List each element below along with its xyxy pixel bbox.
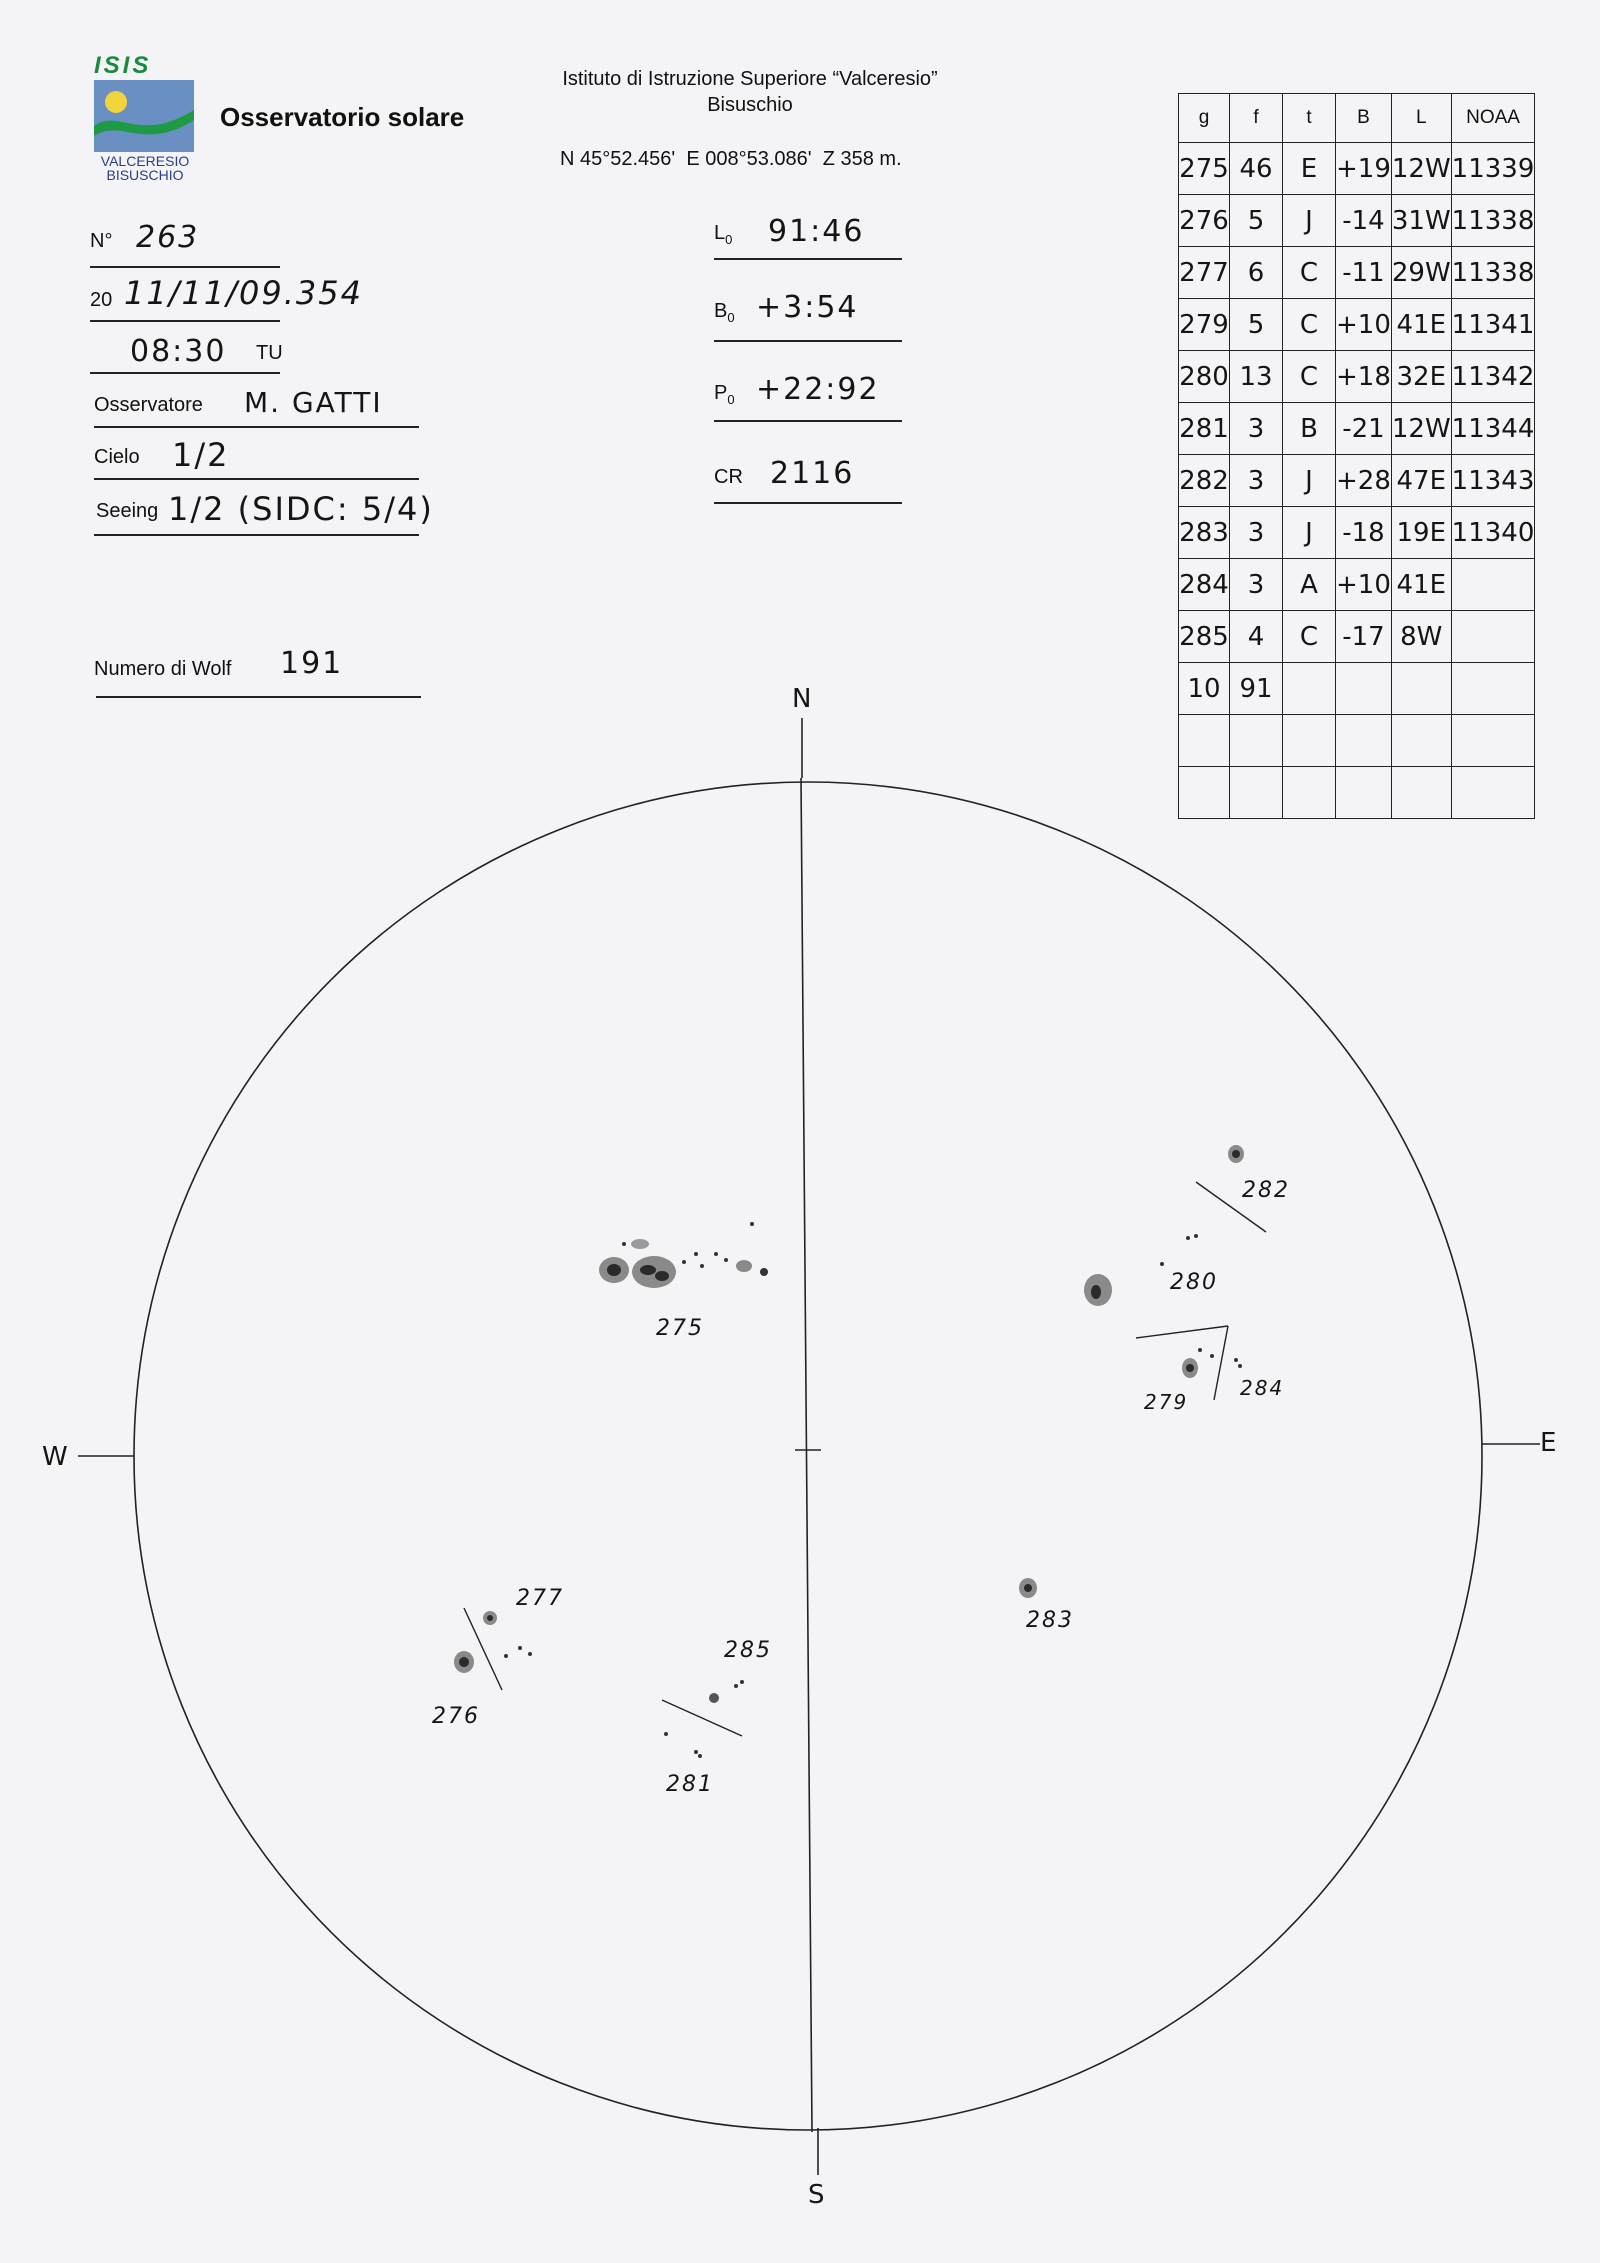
table-cell-g: 283 bbox=[1179, 507, 1230, 559]
sunspot bbox=[694, 1750, 698, 1754]
group-label-275: 275 bbox=[656, 1316, 704, 1341]
table-cell-L: 32E bbox=[1391, 351, 1451, 403]
table-cell-NOAA: 11339 bbox=[1451, 143, 1535, 195]
table-cell-f: 91 bbox=[1230, 663, 1283, 715]
table-cell-g: 279 bbox=[1179, 299, 1230, 351]
header-NOAA: NOAA bbox=[1451, 94, 1535, 143]
table-cell-f: 5 bbox=[1230, 299, 1283, 351]
B0-value: +3:54 bbox=[756, 290, 859, 325]
table-cell-L: 8W bbox=[1391, 611, 1451, 663]
table-cell-g: 285 bbox=[1179, 611, 1230, 663]
table-cell-L: 19E bbox=[1391, 507, 1451, 559]
group-label-279: 279 bbox=[1144, 1390, 1189, 1414]
header-f: f bbox=[1230, 94, 1283, 143]
observer-value: M. GATTI bbox=[244, 386, 383, 419]
sunspot bbox=[709, 1693, 719, 1703]
sunspot-group-281 bbox=[664, 1732, 702, 1758]
sunspot-umbra bbox=[1091, 1285, 1101, 1299]
sunspot bbox=[760, 1268, 768, 1276]
sunspot bbox=[1194, 1234, 1198, 1238]
header-g: g bbox=[1179, 94, 1230, 143]
wolf-label: Numero di Wolf bbox=[94, 658, 232, 680]
sunspot-group-275 bbox=[599, 1222, 768, 1288]
sunspot bbox=[750, 1222, 754, 1226]
table-cell-g: 282 bbox=[1179, 455, 1230, 507]
sunspot bbox=[694, 1252, 698, 1256]
table-cell-L: 12W bbox=[1391, 143, 1451, 195]
table-cell-g: 275 bbox=[1179, 143, 1230, 195]
sunspot-umbra bbox=[655, 1271, 669, 1281]
compass-south: S bbox=[808, 2180, 827, 2210]
sunspot-umbra bbox=[1232, 1150, 1240, 1158]
group-label-282: 282 bbox=[1242, 1178, 1290, 1203]
sunspot bbox=[1198, 1348, 1202, 1352]
seeing-label: Seeing bbox=[96, 500, 159, 522]
table-cell-f: 46 bbox=[1230, 143, 1283, 195]
sunspot-umbra bbox=[459, 1657, 469, 1667]
header-t: t bbox=[1283, 94, 1336, 143]
sunspot-group-283 bbox=[1019, 1578, 1037, 1598]
compass-west: W bbox=[42, 1442, 70, 1472]
table-cell-B: +18 bbox=[1336, 351, 1392, 403]
table-cell-B: +28 bbox=[1336, 455, 1392, 507]
sky-value: 1/2 bbox=[172, 436, 230, 474]
sunspot-marks bbox=[454, 1145, 1266, 1758]
table-cell-t: J bbox=[1283, 507, 1336, 559]
B0-label: $B_0$ bbox=[714, 300, 735, 325]
table-cell-t: B bbox=[1283, 403, 1336, 455]
sunspot bbox=[1186, 1236, 1190, 1240]
compass-east: E bbox=[1540, 1428, 1559, 1458]
table-cell-B: +19 bbox=[1336, 143, 1392, 195]
table-cell-B: -14 bbox=[1336, 195, 1392, 247]
table-cell-f: 13 bbox=[1230, 351, 1283, 403]
table-cell-L: 41E bbox=[1391, 559, 1451, 611]
sunspot bbox=[504, 1654, 508, 1658]
sunspot bbox=[1210, 1354, 1214, 1358]
L0-label: $L_0$ bbox=[714, 222, 733, 247]
sunspot-group-276 bbox=[454, 1651, 474, 1673]
solar-disk-outline bbox=[134, 782, 1482, 2130]
sunspot-umbra bbox=[487, 1615, 493, 1621]
header-L: L bbox=[1391, 94, 1451, 143]
table-cell-f: 3 bbox=[1230, 559, 1283, 611]
sunspot bbox=[631, 1239, 649, 1249]
sunspot-umbra bbox=[607, 1264, 621, 1276]
table-cell-NOAA: 11338 bbox=[1451, 195, 1535, 247]
sunspot-group-284 bbox=[1210, 1354, 1242, 1368]
table-cell-g: 10 bbox=[1179, 663, 1230, 715]
table-cell-L: 47E bbox=[1391, 455, 1451, 507]
table-cell-B: -11 bbox=[1336, 247, 1392, 299]
logo-caption-line2: BISUSCHIO bbox=[106, 167, 184, 183]
group-label-281: 281 bbox=[666, 1772, 714, 1797]
table-cell-t: J bbox=[1283, 195, 1336, 247]
header-B: B bbox=[1336, 94, 1392, 143]
sunspot bbox=[1238, 1364, 1242, 1368]
group-separator bbox=[1136, 1326, 1228, 1338]
sunspot-group-279 bbox=[1136, 1326, 1228, 1400]
table-cell-t: A bbox=[1283, 559, 1336, 611]
group-separator bbox=[1214, 1326, 1228, 1400]
table-cell-g: 284 bbox=[1179, 559, 1230, 611]
P0-label: $P_0$ bbox=[714, 382, 735, 407]
date-prefix: 20 bbox=[90, 289, 113, 311]
group-label-283: 283 bbox=[1026, 1608, 1074, 1633]
table-cell-g: 277 bbox=[1179, 247, 1230, 299]
observer-label: Osservatore bbox=[94, 394, 203, 416]
table-cell-f: 3 bbox=[1230, 507, 1283, 559]
table-cell-g: 280 bbox=[1179, 351, 1230, 403]
north-south-axis bbox=[801, 778, 812, 2132]
sunspot bbox=[528, 1652, 532, 1656]
time-value: 08:30 bbox=[130, 334, 227, 369]
sunspot bbox=[724, 1258, 728, 1262]
table-cell-t: E bbox=[1283, 143, 1336, 195]
date-value: 11/11/09.354 bbox=[124, 274, 363, 312]
sunspot-umbra bbox=[640, 1265, 656, 1275]
table-cell-t: C bbox=[1283, 351, 1336, 403]
sunspot bbox=[664, 1732, 668, 1736]
group-label-285: 285 bbox=[724, 1638, 772, 1663]
sunspot-group-277 bbox=[464, 1608, 532, 1690]
group-label-284: 284 bbox=[1240, 1376, 1285, 1400]
institute-town: Bisuschio bbox=[707, 94, 793, 116]
L0-value: 91:46 bbox=[768, 214, 865, 249]
logo-caption-line1: VALCERESIO bbox=[100, 153, 190, 169]
time-unit: TU bbox=[256, 342, 283, 364]
table-cell-NOAA: 11344 bbox=[1451, 403, 1535, 455]
sunspot bbox=[518, 1646, 522, 1650]
group-label-276: 276 bbox=[432, 1704, 480, 1729]
table-cell-g: 276 bbox=[1179, 195, 1230, 247]
sunspot bbox=[740, 1680, 744, 1684]
table-cell-g: 281 bbox=[1179, 403, 1230, 455]
logo-wordmark: ISIS bbox=[94, 52, 152, 79]
table-cell-B: +10 bbox=[1336, 559, 1392, 611]
number-label: N° bbox=[90, 230, 113, 252]
table-cell-B: -21 bbox=[1336, 403, 1392, 455]
sunspot bbox=[734, 1684, 738, 1688]
compass-axes bbox=[78, 718, 1540, 2175]
table-cell-NOAA: 11341 bbox=[1451, 299, 1535, 351]
number-value: 263 bbox=[136, 220, 200, 255]
group-label-280: 280 bbox=[1170, 1270, 1218, 1295]
sunspot bbox=[1234, 1358, 1238, 1362]
sunspot bbox=[682, 1260, 686, 1264]
table-cell-L: 12W bbox=[1391, 403, 1451, 455]
table-cell-NOAA: 11343 bbox=[1451, 455, 1535, 507]
seeing-value: 1/2 (SIDC: 5/4) bbox=[168, 490, 434, 528]
sunspot bbox=[698, 1754, 702, 1758]
table-cell-L: 29W bbox=[1391, 247, 1451, 299]
CR-value: 2116 bbox=[770, 456, 855, 491]
table-cell-f: 5 bbox=[1230, 195, 1283, 247]
table-cell-NOAA: 11342 bbox=[1451, 351, 1535, 403]
table-cell-f: 6 bbox=[1230, 247, 1283, 299]
sunspot bbox=[1160, 1262, 1164, 1266]
table-cell-t: J bbox=[1283, 455, 1336, 507]
compass-north: N bbox=[792, 684, 814, 714]
sunspot-umbra bbox=[1186, 1364, 1194, 1372]
sunspot bbox=[714, 1252, 718, 1256]
table-cell-NOAA: 11340 bbox=[1451, 507, 1535, 559]
table-cell-NOAA: 11338 bbox=[1451, 247, 1535, 299]
sunspot bbox=[700, 1264, 704, 1268]
table-cell-L: 41E bbox=[1391, 299, 1451, 351]
table-cell-B: -17 bbox=[1336, 611, 1392, 663]
table-cell-t: C bbox=[1283, 611, 1336, 663]
P0-value: +22:92 bbox=[756, 372, 880, 407]
institute-name: Istituto di Istruzione Superiore “Valceresio” bbox=[562, 68, 938, 90]
sunspot-umbra bbox=[1024, 1584, 1032, 1592]
group-separator bbox=[662, 1700, 742, 1736]
table-cell-f: 4 bbox=[1230, 611, 1283, 663]
table-cell-t: C bbox=[1283, 247, 1336, 299]
table-cell-f: 3 bbox=[1230, 403, 1283, 455]
sunspot bbox=[622, 1242, 626, 1246]
table-cell-L: 31W bbox=[1391, 195, 1451, 247]
site-coordinates: N 45°52.456' E 008°53.086' Z 358 m. bbox=[560, 148, 902, 170]
table-cell-B: +10 bbox=[1336, 299, 1392, 351]
group-label-277: 277 bbox=[516, 1586, 564, 1611]
observatory-title: Osservatorio solare bbox=[220, 102, 465, 132]
table-cell-B: -18 bbox=[1336, 507, 1392, 559]
CR-label: CR bbox=[714, 466, 743, 488]
sunspot-group-285 bbox=[662, 1680, 744, 1736]
wolf-value: 191 bbox=[280, 646, 344, 681]
sunspot bbox=[736, 1260, 752, 1272]
table-cell-f: 3 bbox=[1230, 455, 1283, 507]
sky-label: Cielo bbox=[94, 446, 140, 468]
table-cell-t: C bbox=[1283, 299, 1336, 351]
